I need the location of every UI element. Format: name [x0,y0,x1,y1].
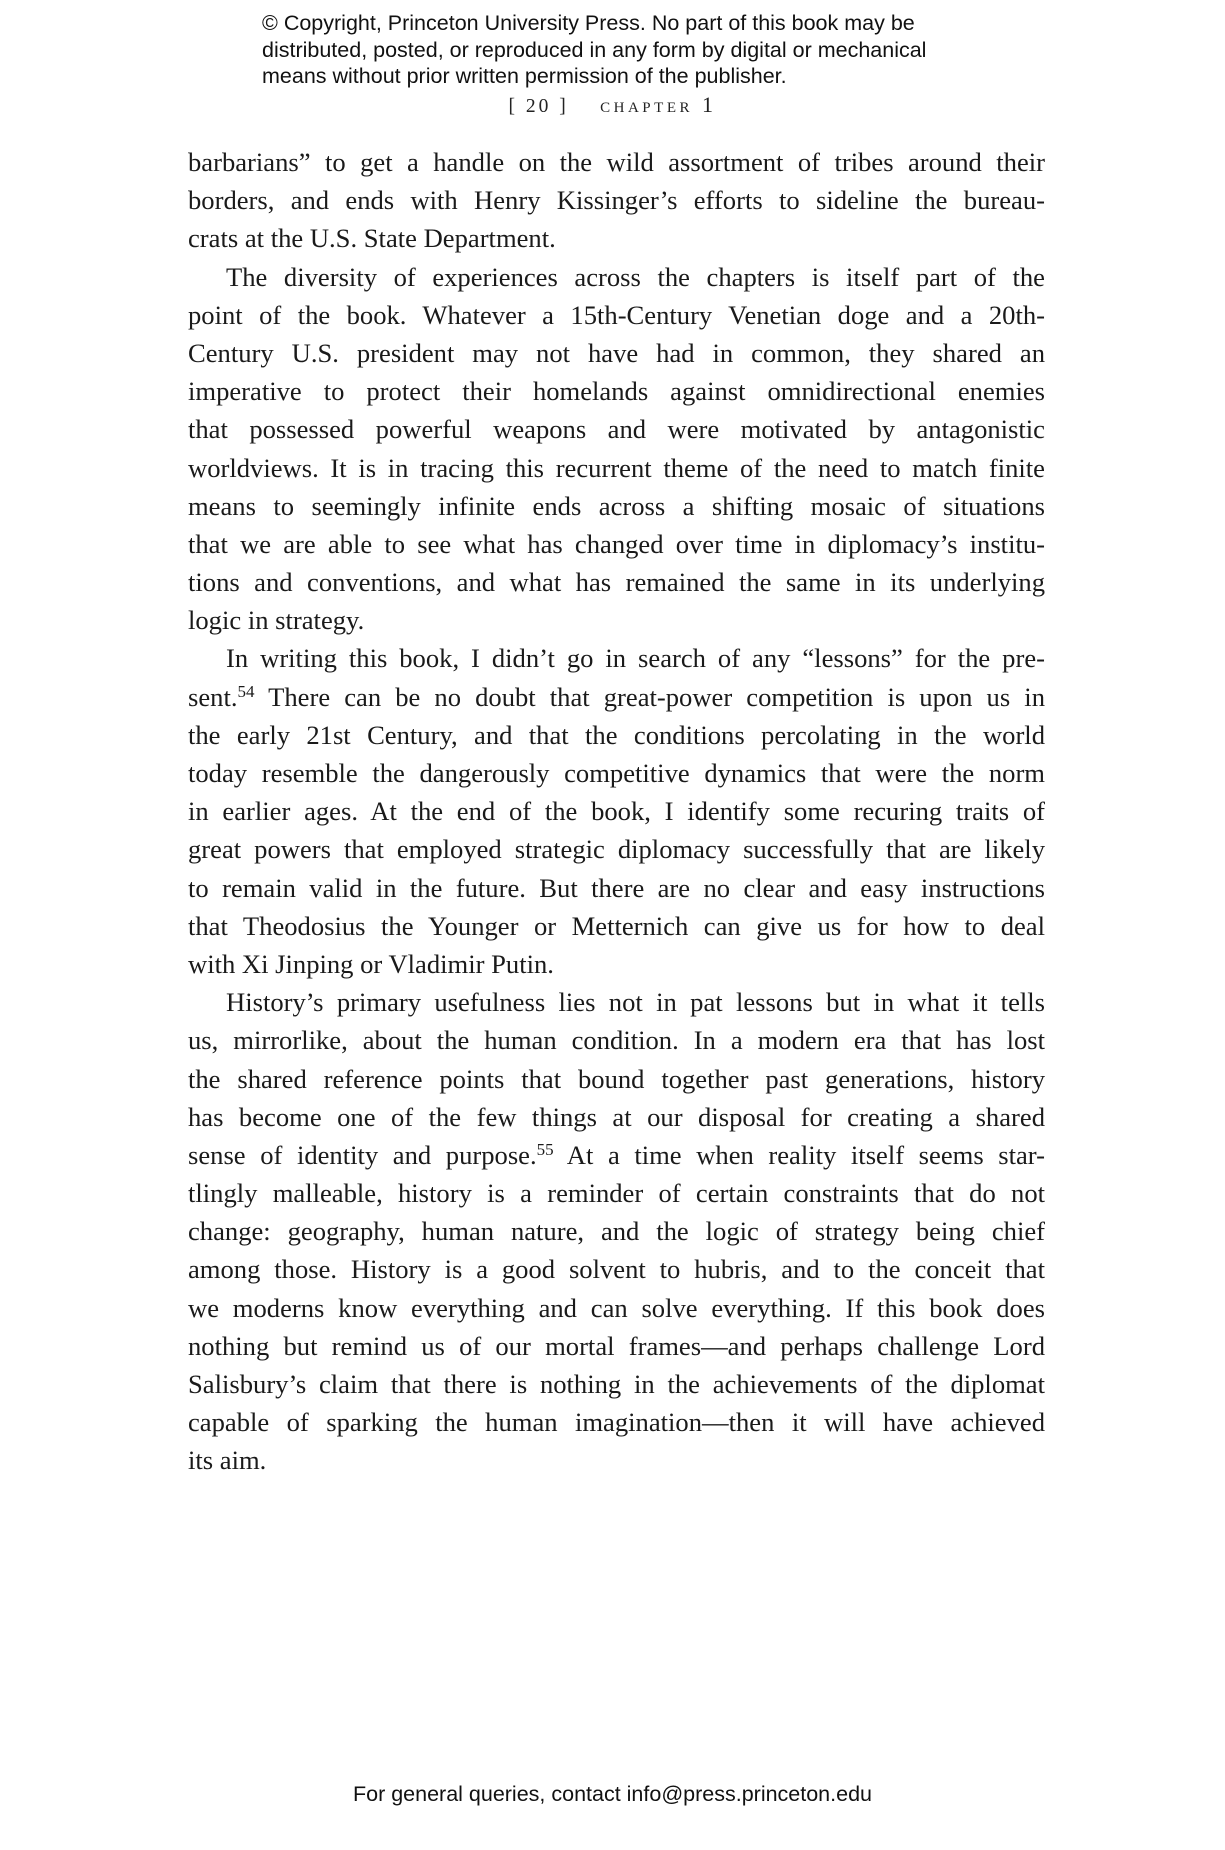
text-line: change: geography, human nature, and the logic of strategy being chief [188,1216,1045,1247]
text-line: with Xi Jinping or Vladimir Putin. [188,948,554,979]
text-line: we moderns know everything and can solve everything. If this book does [188,1292,1045,1323]
text-line-with-footnote [188,678,1045,716]
text-line: its aim. [188,1445,267,1476]
text-line: that possessed powerful weapons and were motivated by antagonistic [188,414,1045,445]
text-line: great powers that employed strategic diplomacy successfully that are likely [188,834,1045,865]
text-line: us, mirrorlike, about the human condition. In a modern era that has lost [188,1025,1045,1056]
text-line: today resemble the dangerously competitive dynamics that were the norm [188,758,1045,788]
text-line: worldviews. It is in tracing this recurrent theme of the need to match finite [188,452,1045,483]
text-line: capable of sparking the human imagination—then it will have achieved [188,1407,1045,1438]
text-line: Century U.S. president may not have had in common, they shared an [188,337,1045,368]
text-line: means to seemingly infinite ends across a shifting mosaic of situations [188,490,1045,521]
text-line: to remain valid in the future. But there are no clear and easy instructions [188,872,1045,903]
text-line-with-footnote [188,1136,1045,1174]
text-fragment: sent. [188,681,238,712]
text-line: imperative to protect their homelands against omnidirectional enemies [188,376,1045,407]
running-head [0,92,1225,118]
text-line: point of the book. Whatever a 15th-Century Venetian doge and a 20th- [188,299,1045,330]
text-line: Salisbury’s claim that there is nothing in the achievements of the diplomat [188,1369,1045,1399]
text-fragment: There can be no doubt that great-power competition is upon us in [254,681,1045,712]
text-line: tlingly malleable, history is a reminder of certain constraints that do not [188,1178,1045,1209]
copyright-line: © Copyright, Princeton University Press. No part of this book may be [262,11,915,35]
footnote-marker[interactable]: 54 [237,681,255,701]
footer-contact: For general queries, contact info@press.princeton.edu [352,1782,872,1806]
text-line: the early 21st Century, and that the conditions percolating in the world [188,719,1045,750]
footnote-marker[interactable]: 55 [536,1139,554,1159]
text-line: among those. History is a good solvent to hubris, and to the conceit that [188,1254,1045,1285]
text-line: borders, and ends with Henry Kissinger’s efforts to sideline the bureau- [188,185,1045,216]
paragraph-first-line: History’s primary usefulness lies not in pat lessons but in what it tells [226,987,1045,1018]
paragraph-first-line: In writing this book, I didn’t go in search of any “lessons” for the pre- [226,643,1045,674]
text-line: logic in strategy. [188,605,365,636]
text-line: that we are able to see what has changed over time in diplomacy’s institu- [188,528,1045,559]
text-line: barbarians” to get a handle on the wild assortment of tribes around their [188,147,1045,177]
copyright-line: means without prior written permission of the publisher. [262,64,787,88]
text-line: the shared reference points that bound together past generations, history [188,1063,1045,1094]
text-fragment: At a time when reality itself seems star- [553,1139,1045,1170]
text-line: that Theodosius the Younger or Metternich can give us for how to deal [188,910,1045,941]
text-line: nothing but remind us of our mortal frames—and perhaps challenge Lord [188,1330,1045,1361]
text-fragment: sense of identity and purpose. [188,1139,537,1170]
copyright-line: distributed, posted, or reproduced in any form by digital or mechanical [262,37,927,62]
text-line: tions and conventions, and what has remained the same in its underlying [188,567,1045,598]
text-line: in earlier ages. At the end of the book, I identify some recuring traits of [188,796,1045,827]
body-text [188,143,1045,1480]
paragraph-first-line: The diversity of experiences across the chapters is itself part of the [226,261,1045,292]
text-line: has become one of the few things at our disposal for creating a shared [188,1101,1045,1132]
chapter-label: chapter 1 [600,92,717,117]
text-line: crats at the U.S. State Department. [188,223,556,254]
page-number: [ 20 ] [508,96,569,117]
copyright-notice [262,10,1022,90]
